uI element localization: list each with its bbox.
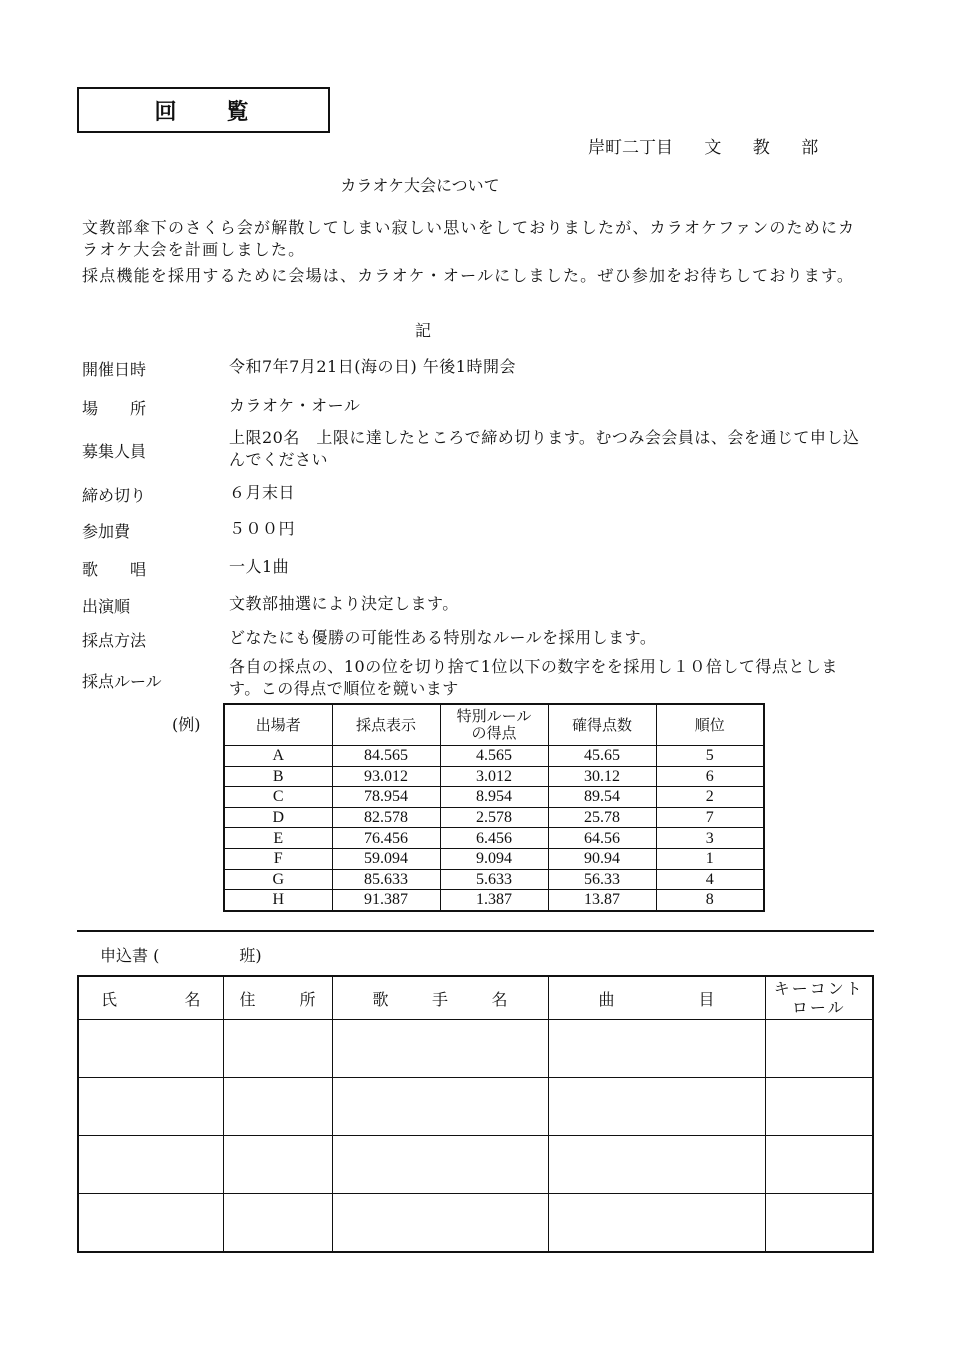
cell-contestant: C — [224, 787, 332, 808]
cell-special-rule-score: 5.633 — [440, 869, 548, 890]
header-contestant: 出場者 — [224, 704, 332, 746]
cell-rank: 5 — [656, 746, 764, 767]
table-row — [224, 828, 764, 849]
table-row — [224, 746, 764, 767]
form-cell-name[interactable] — [78, 1194, 223, 1253]
cell-contestant: F — [224, 848, 332, 869]
detail-value-order: 文教部抽選により決定します。 — [229, 594, 459, 613]
form-cell-name[interactable] — [78, 1078, 223, 1136]
form-cell-key-control[interactable] — [765, 1136, 873, 1194]
form-header-name — [78, 976, 223, 1020]
cell-display-score: 59.094 — [332, 848, 440, 869]
form-header-row — [78, 976, 873, 1020]
cell-display-score: 82.578 — [332, 807, 440, 828]
cell-rank: 6 — [656, 766, 764, 787]
form-entry-row — [78, 1194, 873, 1253]
form-cell-address[interactable] — [223, 1020, 332, 1078]
detail-value-capacity: 上限20名 上限に達したところで締め切ります。むつみ会会員は、会を通じて申し込んでください — [229, 428, 860, 469]
form-header-address — [223, 976, 332, 1020]
cell-final-score: 13.87 — [548, 890, 656, 911]
detail-label-date: 開催日時 — [82, 360, 147, 379]
form-cell-key-control[interactable] — [765, 1020, 873, 1078]
cell-rank: 3 — [656, 828, 764, 849]
form-header-char: 名 — [491, 989, 508, 1009]
form-cell-address[interactable] — [223, 1136, 332, 1194]
header-rank: 順位 — [656, 704, 764, 746]
cell-display-score: 85.633 — [332, 869, 440, 890]
cell-special-rule-score: 1.387 — [440, 890, 548, 911]
cell-rank: 8 — [656, 890, 764, 911]
section-divider — [77, 930, 874, 932]
cell-final-score: 64.56 — [548, 828, 656, 849]
table-row — [224, 848, 764, 869]
form-header-char: 手 — [431, 989, 448, 1009]
cell-final-score: 30.12 — [548, 766, 656, 787]
score-example-table — [223, 703, 765, 912]
detail-value-scoring-method: どなたにも優勝の可能性ある特別なルールを採用します。 — [229, 628, 657, 647]
cell-rank: 4 — [656, 869, 764, 890]
form-cell-singer[interactable] — [332, 1078, 548, 1136]
table-row — [224, 787, 764, 808]
detail-label-singing: 歌 唱 — [82, 560, 147, 579]
form-cell-address[interactable] — [223, 1194, 332, 1253]
form-header-char: 氏 — [101, 989, 118, 1009]
cell-special-rule-score: 2.578 — [440, 807, 548, 828]
form-cell-key-control[interactable] — [765, 1194, 873, 1253]
form-cell-song[interactable] — [548, 1078, 765, 1136]
detail-label-fee: 参加費 — [82, 522, 131, 541]
form-header-char: 曲 — [598, 989, 615, 1009]
cell-display-score: 93.012 — [332, 766, 440, 787]
header-final-score: 確得点数 — [548, 704, 656, 746]
score-table-header-row — [224, 704, 764, 746]
form-header-singer — [332, 976, 548, 1020]
detail-label-deadline: 締め切り — [82, 486, 147, 505]
cell-display-score: 78.954 — [332, 787, 440, 808]
cell-display-score: 91.387 — [332, 890, 440, 911]
cell-special-rule-score: 9.094 — [440, 848, 548, 869]
cell-special-rule-score: 4.565 — [440, 746, 548, 767]
detail-label-venue: 場 所 — [82, 399, 147, 418]
form-cell-singer[interactable] — [332, 1136, 548, 1194]
cell-rank: 1 — [656, 848, 764, 869]
application-form-title: 申込書 ( 班) — [100, 946, 262, 965]
header-special-rule-score: 特別ルール の得点 — [440, 704, 548, 746]
application-form-table — [77, 975, 874, 1253]
form-cell-singer[interactable] — [332, 1020, 548, 1078]
cell-final-score: 89.54 — [548, 787, 656, 808]
cell-special-rule-score: 6.456 — [440, 828, 548, 849]
header-display-score: 採点表示 — [332, 704, 440, 746]
detail-value-singing: 一人1曲 — [229, 557, 290, 576]
detail-value-venue: カラオケ・オール — [229, 396, 361, 415]
cell-final-score: 25.78 — [548, 807, 656, 828]
cell-rank: 7 — [656, 807, 764, 828]
document-title: カラオケ大会について — [340, 176, 500, 195]
form-header-char: 所 — [299, 989, 316, 1009]
form-header-song — [548, 976, 765, 1020]
cell-contestant: D — [224, 807, 332, 828]
detail-label-order: 出演順 — [82, 597, 131, 616]
cell-final-score: 45.65 — [548, 746, 656, 767]
form-header-char: 名 — [184, 989, 201, 1009]
cell-contestant: G — [224, 869, 332, 890]
form-entry-row — [78, 1020, 873, 1078]
form-cell-singer[interactable] — [332, 1194, 548, 1253]
cell-contestant: B — [224, 766, 332, 787]
cell-final-score: 90.94 — [548, 848, 656, 869]
intro-paragraph-2: 採点機能を採用するために会場は、カラオケ・オールにしました。ぜひ参加をお待ちしております。 — [82, 266, 855, 285]
detail-value-date: 令和7年7月21日(海の日) 午後1時開会 — [229, 357, 516, 376]
form-entry-row — [78, 1078, 873, 1136]
form-cell-address[interactable] — [223, 1078, 332, 1136]
cell-contestant: A — [224, 746, 332, 767]
table-row — [224, 807, 764, 828]
form-header-char: 住 — [239, 989, 256, 1009]
cell-display-score: 84.565 — [332, 746, 440, 767]
issuer-name: 岸町二丁目 文 教 部 — [588, 138, 819, 158]
example-label: (例) — [172, 715, 201, 734]
cell-special-rule-score: 3.012 — [440, 766, 548, 787]
cell-final-score: 56.33 — [548, 869, 656, 890]
ki-heading: 記 — [414, 321, 431, 340]
detail-value-fee: ５００円 — [229, 519, 296, 538]
detail-label-scoring-rule: 採点ルール — [82, 672, 162, 691]
cell-display-score: 76.456 — [332, 828, 440, 849]
cell-contestant: H — [224, 890, 332, 911]
form-cell-key-control[interactable] — [765, 1078, 873, 1136]
table-row — [224, 869, 764, 890]
detail-value-deadline: ６月末日 — [229, 483, 296, 502]
cell-contestant: E — [224, 828, 332, 849]
table-row — [224, 890, 764, 911]
form-header-char: 目 — [698, 989, 715, 1009]
form-header-key-control: キーコント ロール — [765, 976, 873, 1020]
detail-label-capacity: 募集人員 — [82, 442, 147, 461]
detail-value-scoring-rule: 各自の採点の、10の位を切り捨て1位以下の数字をを採用し１０倍して得点とします。この得点で順位を競います — [229, 657, 838, 698]
cell-special-rule-score: 8.954 — [440, 787, 548, 808]
table-row — [224, 766, 764, 787]
form-header-char: 歌 — [372, 989, 389, 1009]
intro-paragraph-1: 文教部傘下のさくら会が解散してしまい寂しい思いをしておりましたが、カラオケファンのためにカラオケ大会を計画しました。 — [82, 218, 856, 259]
form-cell-name[interactable] — [78, 1136, 223, 1194]
form-cell-name[interactable] — [78, 1020, 223, 1078]
form-entry-row — [78, 1136, 873, 1194]
cell-rank: 2 — [656, 787, 764, 808]
form-cell-song[interactable] — [548, 1194, 765, 1253]
detail-label-scoring-method: 採点方法 — [82, 631, 147, 650]
form-cell-song[interactable] — [548, 1136, 765, 1194]
circular-label-box: 回 覧 — [77, 87, 330, 133]
form-cell-song[interactable] — [548, 1020, 765, 1078]
